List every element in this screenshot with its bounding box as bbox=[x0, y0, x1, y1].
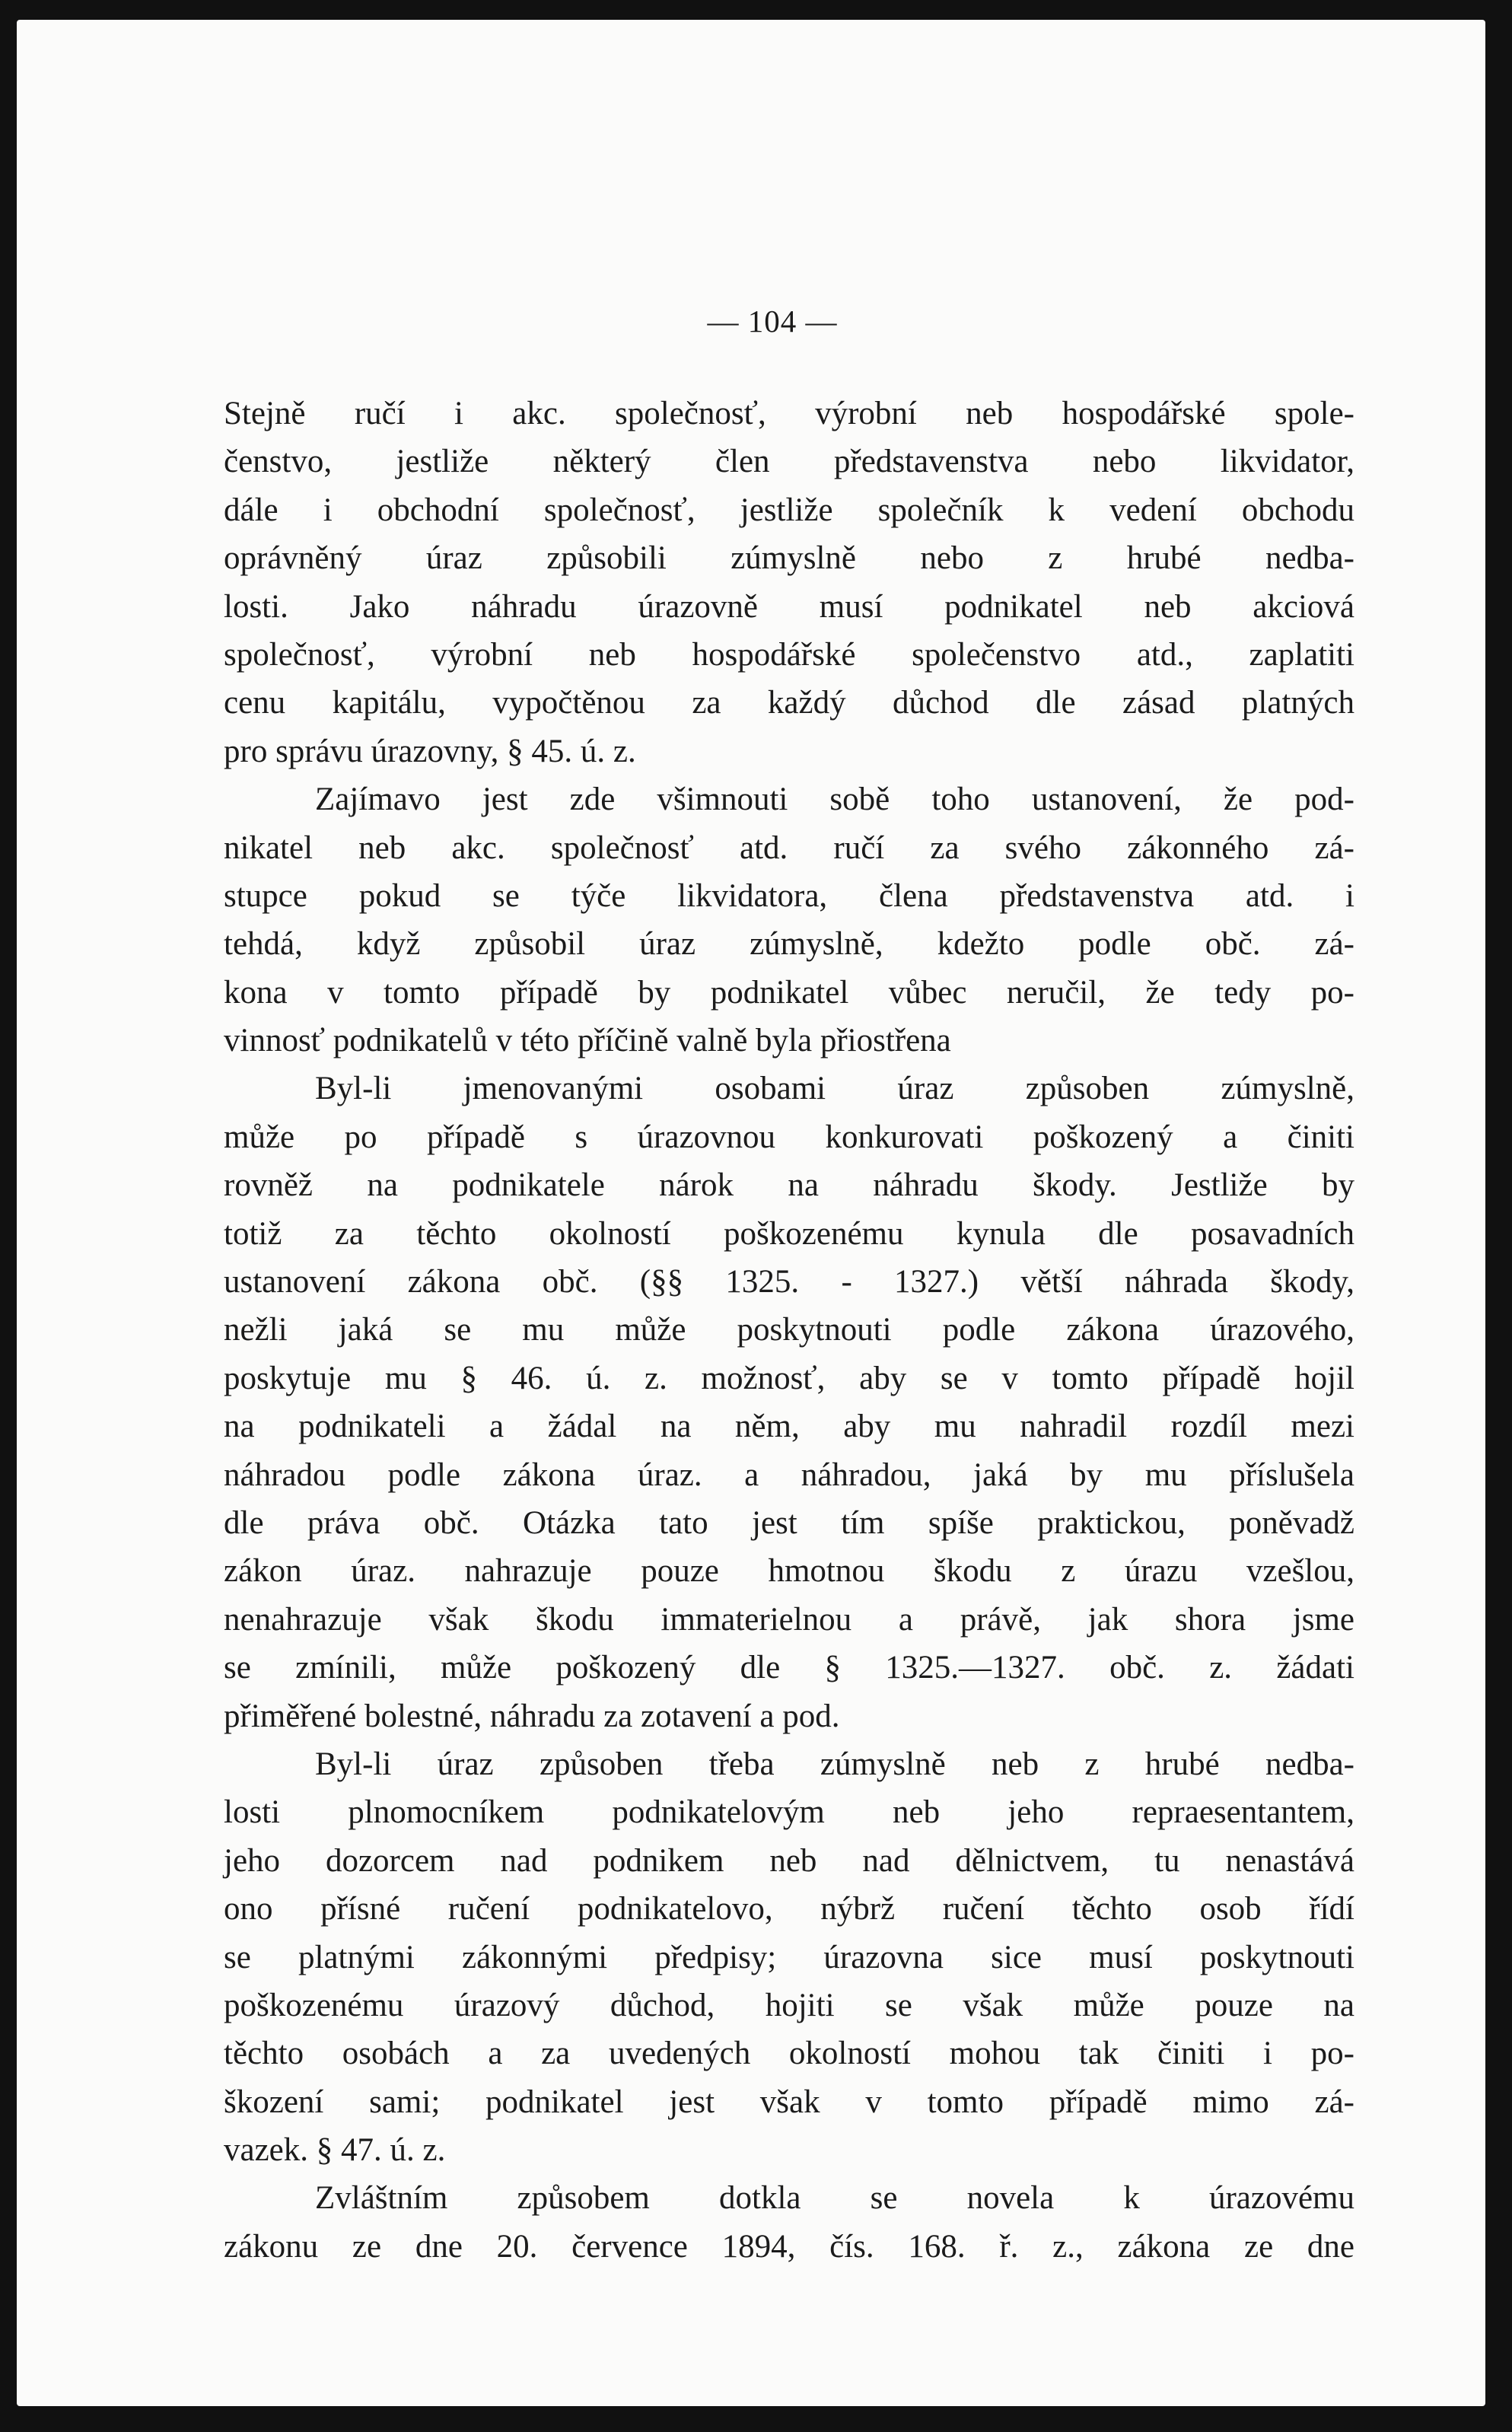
text-line: přiměřené bolestné, náhradu za zotavení a pod. bbox=[224, 1698, 840, 1734]
text-line: Byl-li jmenovanými osobami úraz způsoben zúmyslně, bbox=[315, 1071, 1354, 1107]
text-line: zákonu ze dne 20. července 1894, čís. 168. ř. z., zákona ze dne bbox=[224, 2228, 1354, 2265]
text-line: ono přísné ručení podnikatelovo, nýbrž ručení těchto osob řídí bbox=[224, 1891, 1354, 1927]
text-line: čenstvo, jestliže některý člen představenstva nebo likvidator, bbox=[224, 444, 1354, 480]
text-line: může po případě s úrazovnou konkurovati poškozený a činiti bbox=[224, 1119, 1354, 1155]
text-line: oprávněný úraz způsobili zúmyslně nebo z hrubé nedba- bbox=[224, 540, 1354, 577]
text-line: zákon úraz. nahrazuje pouze hmotnou škodu z úrazu vzešlou, bbox=[224, 1553, 1354, 1590]
text-line: se platnými zákonnými předpisy; úrazovna sice musí poskytnouti bbox=[224, 1939, 1354, 1975]
text-line: vinnosť podnikatelů v této příčině valně byla přiostřena bbox=[224, 1023, 951, 1059]
text-line: ustanovení zákona obč. (§§ 1325. - 1327.) větší náhrada škody, bbox=[224, 1264, 1354, 1300]
text-line: těchto osobách a za uvedených okolností mohou tak činiti i po- bbox=[224, 2036, 1354, 2072]
text-line: škození sami; podnikatel jest však v tomto případě mimo zá- bbox=[224, 2083, 1354, 2120]
text-line: jeho dozorcem nad podnikem neb nad dělnictvem, tu nenastává bbox=[224, 1842, 1354, 1879]
text-line: Zajímavo jest zde všimnouti sobě toho ustanovení, že pod- bbox=[315, 781, 1354, 818]
page-number: — 104 — bbox=[707, 304, 838, 339]
text-line: Byl-li úraz způsoben třeba zúmyslně neb z hrubé nedba- bbox=[315, 1746, 1354, 1782]
text-line: pro správu úrazovny, § 45. ú. z. bbox=[224, 733, 636, 769]
text-line: na podnikateli a žádal na něm, aby mu nahradil rozdíl mezi bbox=[224, 1409, 1354, 1445]
text-line: nenahrazuje však škodu immaterielnou a právě, jak shora jsme bbox=[224, 1601, 1354, 1638]
text-line: poškozenému úrazový důchod, hojiti se však může pouze na bbox=[224, 1987, 1354, 2023]
text-line: totiž za těchto okolností poškozenému kynula dle posavadních bbox=[224, 1215, 1354, 1252]
text-line: Stejně ručí i akc. společnosť, výrobní neb hospodářské spole- bbox=[224, 396, 1354, 431]
text-line: losti plnomocníkem podnikatelovým neb jeho repraesentantem, bbox=[224, 1794, 1354, 1831]
text-line: stupce pokud se týče likvidatora, člena představenstva atd. i bbox=[224, 877, 1354, 914]
text-line: nežli jaká se mu může poskytnouti podle zákona úrazového, bbox=[224, 1312, 1354, 1348]
text-line: losti. Jako náhradu úrazovně musí podnikatel neb akciová bbox=[224, 588, 1354, 625]
text-line: vazek. § 47. ú. z. bbox=[224, 2132, 446, 2169]
text-line: dále i obchodní společnosť, jestliže společník k vedení obchodu bbox=[224, 492, 1354, 528]
text-line: společnosť, výrobní neb hospodářské společenstvo atd., zaplatiti bbox=[224, 636, 1354, 673]
text-line: rovněž na podnikatele nárok na náhradu škody. Jestliže by bbox=[224, 1167, 1354, 1204]
text-line: nikatel neb akc. společnosť atd. ručí za svého zákonného zá- bbox=[224, 829, 1354, 866]
text-line: dle práva obč. Otázka tato jest tím spíše praktickou, poněvadž bbox=[224, 1504, 1354, 1541]
body-text bbox=[224, 390, 1354, 2271]
text-line: náhradou podle zákona úraz. a náhradou, jaká by mu příslušela bbox=[224, 1456, 1354, 1493]
text-line: tehdá, když způsobil úraz zúmyslně, kdežto podle obč. zá- bbox=[224, 926, 1354, 963]
text-line: poskytuje mu § 46. ú. z. možnosť, aby se v tomto případě hojil bbox=[224, 1360, 1354, 1396]
text-line: se zmínili, může poškozený dle § 1325.—1327. obč. z. žádati bbox=[224, 1650, 1354, 1686]
text-line: kona v tomto případě by podnikatel vůbec neručil, že tedy po- bbox=[224, 974, 1354, 1011]
text-line: Zvláštním způsobem dotkla se novela k úrazovému bbox=[315, 2180, 1354, 2217]
text-line: cenu kapitálu, vypočtěnou za každý důchod dle zásad platných bbox=[224, 685, 1354, 721]
